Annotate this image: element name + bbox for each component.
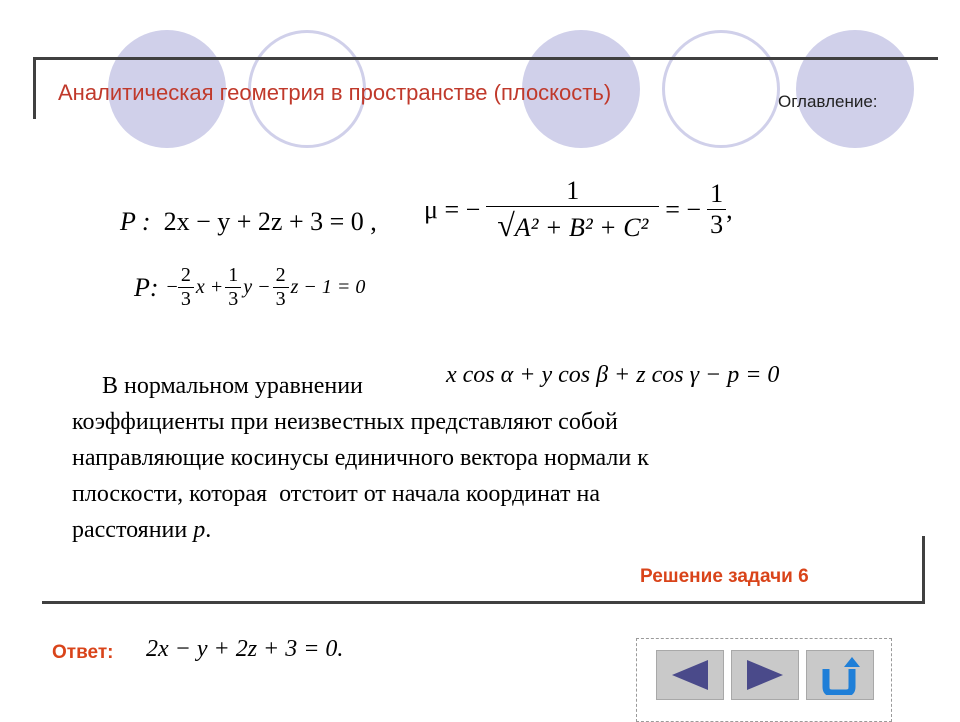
para-line-5 — [72, 512, 832, 548]
right-bottom-rule — [922, 536, 925, 604]
frac3-den: 3 — [275, 288, 286, 310]
solution-link[interactable]: Решение задачи 6 — [640, 566, 809, 587]
normal-equation — [134, 264, 365, 311]
normal-form: x cos α + y cos β + z cos γ − p = 0 — [446, 362, 780, 388]
frac1-den: 3 — [180, 288, 191, 310]
normal-frac-2 — [225, 264, 241, 311]
return-arrow-icon — [818, 655, 862, 695]
mu-equation — [424, 176, 733, 244]
page-title: Аналитическая геометрия в пространстве (плоскость) — [58, 80, 612, 105]
decor-circle-5 — [796, 30, 914, 148]
next-button[interactable] — [731, 650, 799, 700]
triangle-left-icon — [668, 658, 712, 692]
top-rule — [33, 57, 938, 60]
triangle-right-icon — [743, 658, 787, 692]
mu-value-den: 3 — [710, 210, 724, 240]
toc-link[interactable]: Оглавление: — [778, 92, 878, 111]
mu-value-fraction — [707, 179, 726, 240]
answer-label: Ответ: — [52, 642, 114, 663]
normal-minus: − — [166, 276, 178, 298]
decor-circle-4 — [662, 30, 780, 148]
frac3-num: 2 — [273, 264, 289, 288]
plane-equation — [120, 207, 377, 237]
normal-frac-1 — [178, 264, 194, 311]
frac2-num: 1 — [225, 264, 241, 288]
answer-value: 2x − y + 2z + 3 = 0. — [146, 636, 344, 662]
mu-numerator: 1 — [486, 176, 659, 207]
plane-comma: , — [370, 207, 377, 236]
normal-frac-3 — [273, 264, 289, 311]
frac1-num: 2 — [178, 264, 194, 288]
plane-eq: 2x − y + 2z + 3 = 0 — [163, 207, 364, 236]
frac2-den: 3 — [228, 288, 239, 310]
mu-value-num: 1 — [707, 179, 726, 210]
left-rule — [33, 57, 36, 119]
para-line-5-text: расстоянии — [72, 517, 194, 543]
sqrt-icon: √ — [497, 206, 515, 243]
mu-lhs: μ = − — [424, 194, 481, 224]
para-line-5-var: p — [193, 517, 206, 543]
para-line-5-end: . — [205, 517, 212, 543]
normal-var-y: y − — [243, 276, 271, 298]
normal-label: P: — [134, 272, 159, 302]
para-line-2: коэффициенты при неизвестных представляют собой — [72, 409, 618, 435]
para-line-1: В нормальном уравнении — [102, 373, 363, 399]
para-line-3: направляющие косинусы единичного вектора нормали к — [72, 445, 649, 471]
para-line-4: плоскости, которая отстоит от начала координат на — [72, 481, 601, 507]
prev-button[interactable] — [656, 650, 724, 700]
mu-fraction — [486, 176, 659, 244]
mu-tail: , — [726, 194, 733, 224]
normal-var-x: x + — [195, 276, 224, 298]
bottom-rule — [42, 601, 925, 604]
mu-eq2: = − — [665, 194, 702, 224]
mu-denominator: √A² + B² + C² — [497, 206, 649, 243]
return-button[interactable] — [806, 650, 874, 700]
normal-var-z: z − 1 = 0 — [290, 276, 366, 298]
explanation-paragraph — [72, 368, 832, 548]
plane-label: P : — [120, 207, 151, 236]
